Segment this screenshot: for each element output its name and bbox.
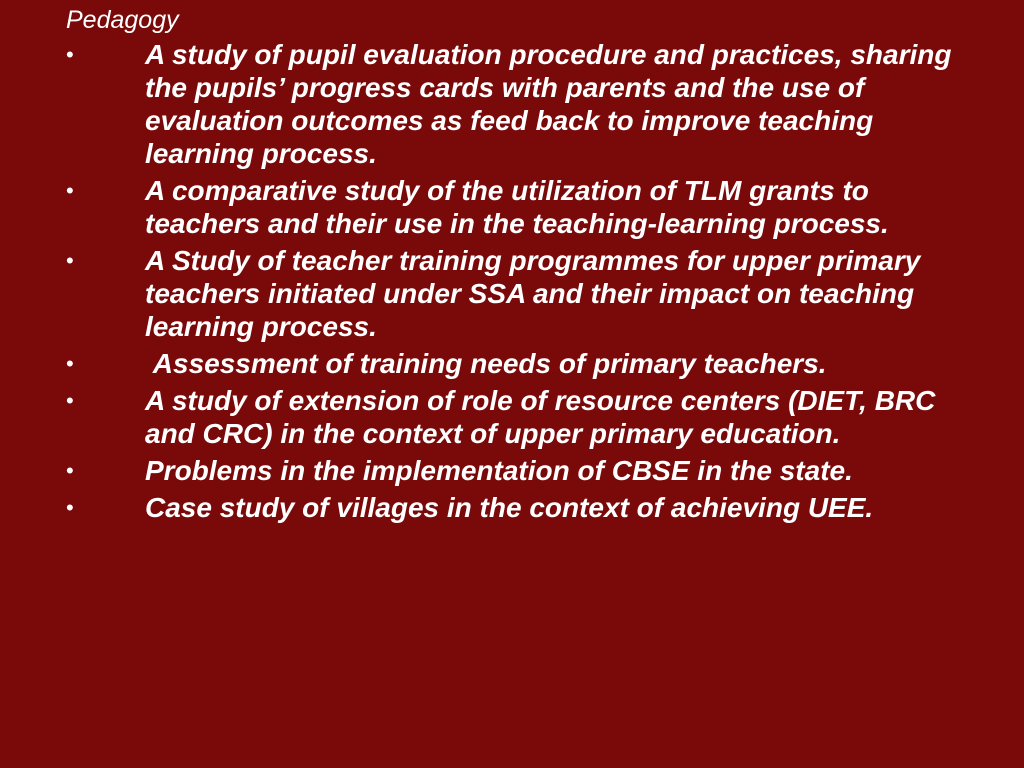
bullet-text: A comparative study of the utilization of TLM grants to teachers and their use in the teaching-learning process. bbox=[145, 175, 889, 239]
bullet-icon: • bbox=[66, 458, 74, 483]
bullet-icon: • bbox=[66, 248, 74, 273]
bullet-item bbox=[66, 347, 964, 380]
bullet-text: Assessment of training needs of primary teachers. bbox=[145, 348, 827, 379]
bullet-item bbox=[66, 244, 964, 343]
bullet-icon: • bbox=[66, 351, 74, 376]
bullet-list bbox=[66, 38, 964, 524]
bullet-icon: • bbox=[66, 495, 74, 520]
bullet-item bbox=[66, 174, 964, 240]
bullet-icon: • bbox=[66, 388, 74, 413]
bullet-icon: • bbox=[66, 178, 74, 203]
bullet-item bbox=[66, 38, 964, 170]
bullet-text: Problems in the implementation of CBSE in the state. bbox=[145, 455, 853, 486]
bullet-item bbox=[66, 454, 964, 487]
bullet-item bbox=[66, 384, 964, 450]
bullet-text: A study of extension of role of resource centers (DIET, BRC and CRC) in the context of upper primary education. bbox=[145, 385, 944, 449]
bullet-text: Case study of villages in the context of achieving UEE. bbox=[145, 492, 874, 523]
bullet-text: A study of pupil evaluation procedure and practices, sharing the pupils’ progress cards with parents and the use of evaluation outcomes as feed back to improve teaching learning process. bbox=[145, 39, 960, 169]
bullet-text: A Study of teacher training programmes for upper primary teachers initiated under SSA and their impact on teaching learning process. bbox=[145, 245, 929, 342]
bullet-item bbox=[66, 491, 964, 524]
bullet-icon: • bbox=[66, 42, 74, 67]
slide-heading: Pedagogy bbox=[66, 6, 179, 34]
